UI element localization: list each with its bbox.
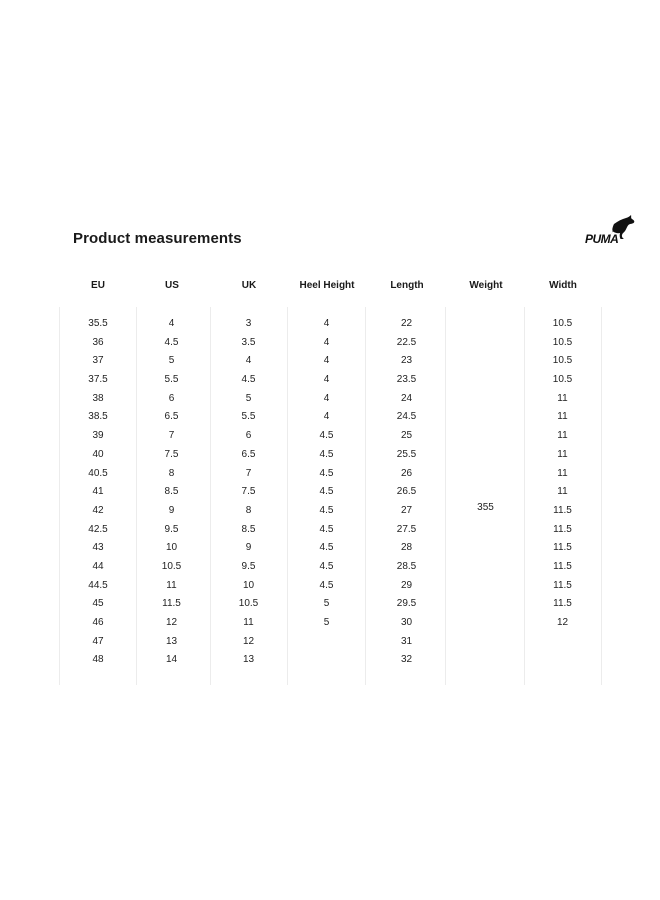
table-cell: 11.5 bbox=[553, 542, 572, 554]
table-cell: 4.5 bbox=[319, 430, 334, 442]
table-cell: 6.5 bbox=[164, 411, 179, 423]
table-cell: 11.5 bbox=[162, 598, 181, 610]
table-cell: 29.5 bbox=[396, 598, 417, 610]
table-cell: 11 bbox=[557, 392, 568, 404]
column-body-uk bbox=[210, 307, 288, 685]
table-cell: 29 bbox=[400, 579, 413, 591]
table-cell: 11.5 bbox=[553, 579, 572, 591]
table-cell: 4 bbox=[323, 318, 330, 329]
column-uk bbox=[210, 276, 288, 685]
table-cell: 4 bbox=[323, 336, 330, 348]
table-cell: 4.5 bbox=[164, 336, 179, 348]
table-cell: 24 bbox=[400, 392, 413, 404]
table-cell: 26.5 bbox=[396, 486, 417, 498]
table-cell: 11 bbox=[557, 467, 568, 479]
table-cell: 10 bbox=[165, 542, 178, 554]
table-cell: 37.5 bbox=[88, 374, 108, 386]
weight-value: 355 bbox=[477, 502, 494, 513]
table-cell: 36 bbox=[92, 336, 104, 348]
column-header-width: Width bbox=[549, 280, 577, 291]
table-cell: 22.5 bbox=[396, 336, 417, 348]
column-header-weight: Weight bbox=[469, 280, 503, 291]
column-length bbox=[368, 276, 446, 685]
table-cell: 7.5 bbox=[164, 448, 179, 460]
table-cell: 10.5 bbox=[552, 374, 573, 386]
column-body-eu bbox=[59, 307, 137, 685]
table-cell: 23.5 bbox=[396, 374, 417, 386]
table-cell: 11 bbox=[243, 617, 254, 628]
table-cell: 4.5 bbox=[319, 486, 334, 498]
table-cell: 25.5 bbox=[396, 448, 417, 460]
table-cell: 4 bbox=[323, 411, 330, 423]
brand-logo bbox=[584, 215, 640, 247]
table-cell: 12 bbox=[165, 617, 178, 628]
column-heel-height bbox=[288, 276, 366, 685]
table-cell: 32 bbox=[400, 654, 413, 666]
table-cell: 10 bbox=[242, 579, 255, 591]
table-cell: 4.5 bbox=[241, 374, 256, 386]
table-cell: 4 bbox=[323, 355, 330, 367]
column-eu bbox=[59, 276, 137, 685]
table-cell: 11 bbox=[557, 411, 568, 423]
table-cell: 46 bbox=[92, 617, 104, 628]
table-cell: 11 bbox=[166, 579, 177, 591]
table-cell: 22 bbox=[400, 318, 413, 329]
table-cell: 23 bbox=[400, 355, 413, 367]
column-body-length bbox=[368, 307, 446, 685]
table-cell: 11 bbox=[557, 448, 568, 460]
column-header-us: US bbox=[165, 280, 179, 291]
table-cell: 5.5 bbox=[241, 411, 256, 423]
table-cell: 8.5 bbox=[241, 523, 256, 535]
table-cell: 14 bbox=[165, 654, 178, 666]
table-cell: 28.5 bbox=[396, 560, 417, 572]
table-cell: 24.5 bbox=[396, 411, 417, 423]
table-cell: 8.5 bbox=[164, 486, 179, 498]
table-cell: 26 bbox=[400, 467, 413, 479]
brand-wordmark: PUMA bbox=[585, 232, 619, 246]
table-cell: 13 bbox=[165, 635, 178, 647]
column-body-weight bbox=[447, 307, 525, 685]
table-cell: 4.5 bbox=[319, 504, 334, 516]
table-cell: 11.5 bbox=[553, 523, 572, 535]
table-cell: 9.5 bbox=[164, 523, 179, 535]
table-cell: 7 bbox=[245, 467, 252, 479]
table-cell: 11 bbox=[557, 430, 568, 442]
table-cell: 25 bbox=[400, 430, 413, 442]
table-cell: 40 bbox=[92, 448, 104, 460]
table-cell: 8 bbox=[245, 504, 252, 516]
table-cell: 9 bbox=[245, 542, 252, 554]
table-cell: 28 bbox=[400, 542, 413, 554]
table-cell: 6.5 bbox=[241, 448, 256, 460]
table-cell: 5 bbox=[323, 598, 330, 610]
column-header-uk: UK bbox=[241, 280, 257, 291]
table-cell: 11 bbox=[557, 486, 568, 498]
table-cell: 3.5 bbox=[241, 336, 256, 348]
table-cell: 4.5 bbox=[319, 448, 334, 460]
table-cell: 5.5 bbox=[164, 374, 179, 386]
table-cell: 38.5 bbox=[88, 411, 108, 423]
table-cell: 4.5 bbox=[319, 560, 334, 572]
table-cell: 10.5 bbox=[161, 560, 182, 572]
table-cell: 41 bbox=[92, 486, 104, 498]
table-cell: 4.5 bbox=[319, 467, 334, 479]
table-cell: 4 bbox=[168, 318, 175, 329]
table-cell: 6 bbox=[168, 392, 175, 404]
column-weight bbox=[447, 276, 525, 685]
column-header-eu: EU bbox=[91, 280, 105, 291]
table-cell: 47 bbox=[92, 635, 104, 647]
table-cell: 31 bbox=[400, 635, 413, 647]
table-cell: 10.5 bbox=[552, 355, 573, 367]
column-width bbox=[524, 276, 602, 685]
table-cell: 45 bbox=[92, 598, 104, 610]
table-cell: 9 bbox=[168, 504, 175, 516]
table-cell: 39 bbox=[92, 430, 104, 442]
table-cell: 4 bbox=[323, 392, 330, 404]
column-header-length: Length bbox=[390, 280, 424, 291]
table-cell: 11.5 bbox=[553, 560, 572, 572]
table-cell: 4.5 bbox=[319, 579, 334, 591]
table-cell: 42.5 bbox=[88, 523, 108, 535]
table-cell: 27 bbox=[400, 504, 413, 516]
table-cell: 5 bbox=[168, 355, 175, 367]
column-body-us bbox=[133, 307, 211, 685]
table-cell: 43 bbox=[92, 542, 104, 554]
table-cell: 8 bbox=[168, 467, 175, 479]
table-cell: 27.5 bbox=[396, 523, 417, 535]
table-cell: 12 bbox=[242, 635, 255, 647]
column-body-width bbox=[524, 307, 602, 685]
table-cell: 42 bbox=[92, 504, 104, 516]
column-body-heel-height bbox=[288, 307, 366, 685]
table-cell: 12 bbox=[556, 617, 569, 628]
table-cell: 44.5 bbox=[88, 579, 108, 591]
table-cell: 10.5 bbox=[238, 598, 259, 610]
table-cell: 4.5 bbox=[319, 542, 334, 554]
table-cell: 3 bbox=[245, 318, 252, 329]
table-cell: 7 bbox=[168, 430, 175, 442]
table-cell: 10.5 bbox=[552, 318, 573, 329]
table-cell: 4 bbox=[323, 374, 330, 386]
table-cell: 35.5 bbox=[88, 318, 108, 329]
table-cell: 9.5 bbox=[241, 560, 256, 572]
table-cell: 48 bbox=[92, 654, 104, 666]
table-cell: 30 bbox=[400, 617, 413, 628]
table-cell: 7.5 bbox=[241, 486, 256, 498]
table-cell: 10.5 bbox=[552, 336, 573, 348]
table-cell: 4 bbox=[245, 355, 252, 367]
table-cell: 11.5 bbox=[553, 598, 572, 610]
column-header-heel-height: Heel Height bbox=[299, 280, 355, 291]
column-us bbox=[133, 276, 211, 685]
table-cell: 6 bbox=[245, 430, 252, 442]
table-cell: 38 bbox=[92, 392, 104, 404]
table-cell: 4.5 bbox=[319, 523, 334, 535]
table-cell: 5 bbox=[245, 392, 252, 404]
table-cell: 37 bbox=[92, 355, 104, 367]
table-cell: 11.5 bbox=[553, 504, 572, 516]
table-cell: 13 bbox=[242, 654, 255, 666]
page-title: Product measurements bbox=[73, 230, 242, 247]
table-cell: 44 bbox=[92, 560, 104, 572]
table-cell: 5 bbox=[323, 617, 330, 628]
table-cell: 40.5 bbox=[88, 467, 108, 479]
